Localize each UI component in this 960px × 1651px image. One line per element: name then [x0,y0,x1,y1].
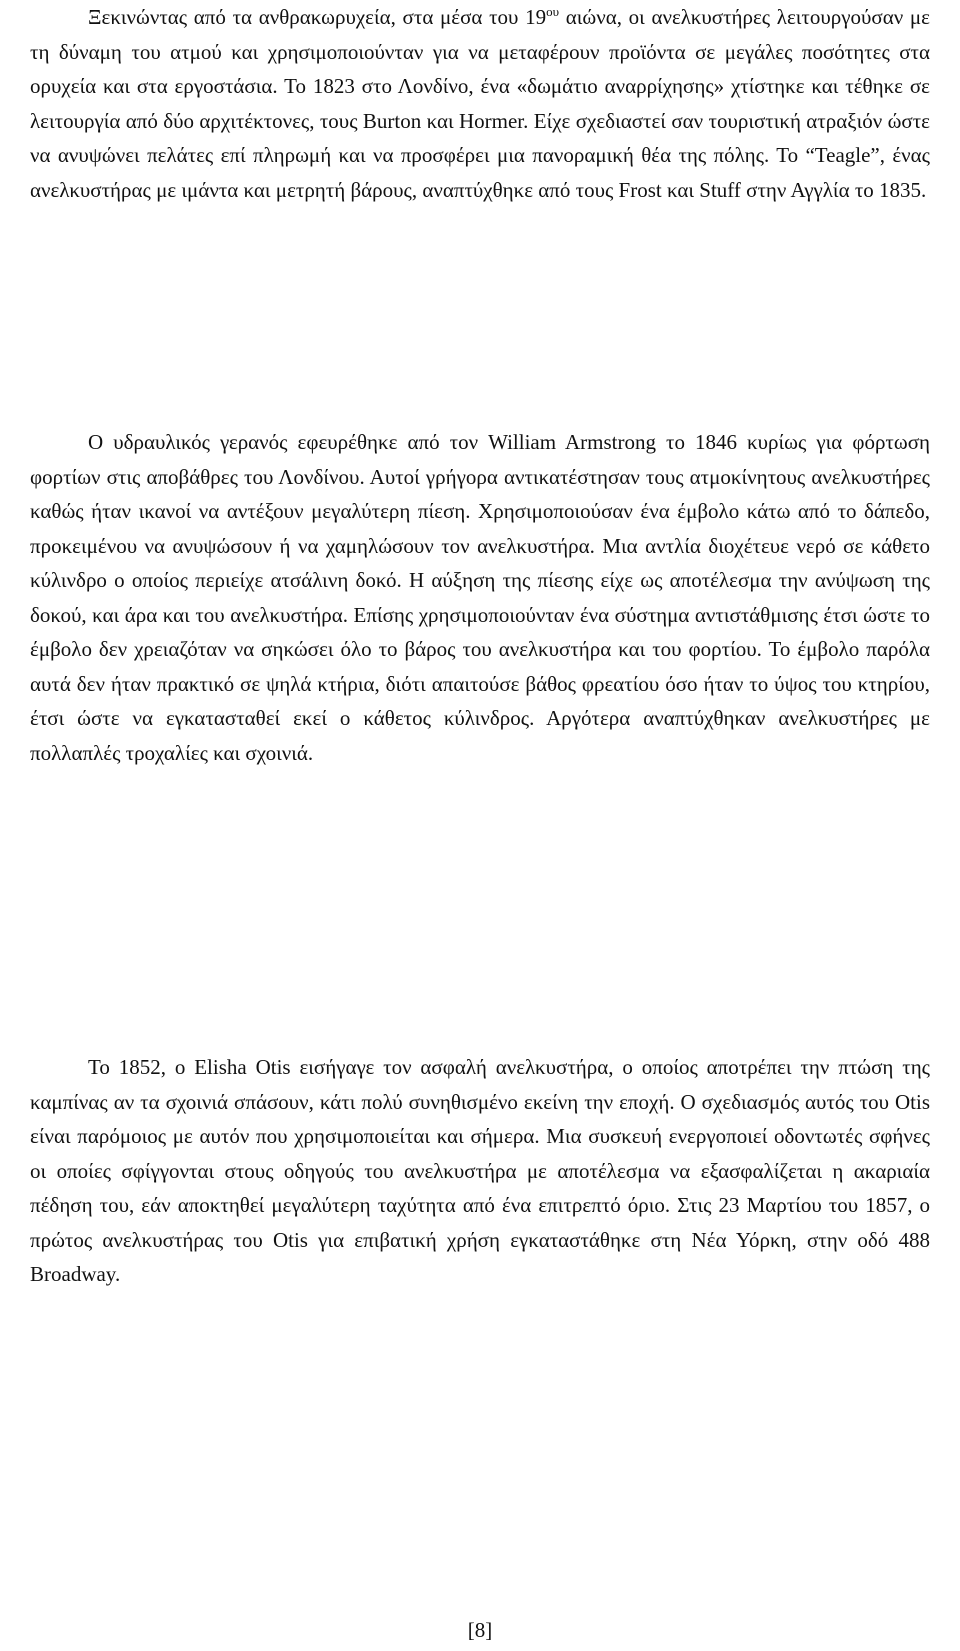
paragraph-text: Το 1852, ο Elisha Otis εισήγαγε τον ασφαλή ανελκυστήρα, ο οποίος αποτρέπει την πτώση της καμπίνας αν τα σχοινιά σπάσουν, κάτι πολύ συνηθισμένο εκείνη την εποχή. Ο σχεδιασμός αυτός του Otis είναι παρόμοιος με αυτόν που χρησιμοποιείται και σήμερα. Μια συσκευή ενεργοποιεί οδοντωτές σφήνες οι οποίες σφίγγονται στους οδηγούς του ανελκυστήρα με αποτέλεσμα να εξασφαλίζεται η ακαριαία πέδηση του, εάν αποκτηθεί μεγαλύτερη ταχύτητα από ένα επιτρεπτό όριο. Στις 23 Μαρτίου του 1857, ο πρώτος ανελκυστήρας του Otis για επιβατική χρήση εγκαταστάθηκε στη Νέα Υόρκη, στην οδό 488 Broadway. [30,1055,930,1286]
paragraph-text: Ο υδραυλικός γερανός εφευρέθηκε από τον William Armstrong το 1846 κυρίως για φόρτωση φορτίων στις αποβάθρες του Λονδίνου. Αυτοί γρήγορα αντικατέστησαν τους ατμοκίνητους ανελκυστήρες καθώς ήταν ικανοί να αντέξουν μεγαλύτερη πίεση. Χρησιμοποιούσαν ένα έμβολο κάτω από το δάπεδο, προκειμένου να ανυψώσουν ή να χαμηλώσουν τον ανελκυστήρα. Μια αντλία διοχέτευε νερό σε κάθετο κύλινδρο ο οποίος περιείχε ατσάλινη δοκό. Η αύξηση της πίεσης είχε ως αποτέλεσμα την ανύψωση της δοκού, και άρα και του ανελκυστήρα. Επίσης χρησιμοποιούνταν ένα σύστημα αντιστάθμισης έτσι ώστε το έμβολο δεν χρειαζόταν να σηκώσει όλο το βάρος του ανελκυστήρα και του φορτίου. Το έμβολο παρόλα αυτά δεν ήταν πρακτικό σε ψηλά κτήρια, διότι απαιτούσε βάθος φρεατίου όσο ήταν το ύψος του κτηρίου, έτσι ώστε να εγκατασταθεί εκεί ο κάθετος κύλινδρος. Αργότερα αναπτύχθηκαν ανελκυστήρες με πολλαπλές τροχαλίες και σχοινιά. [30,430,930,765]
paragraph-early-elevators [30,0,930,207]
page-number: [8] [467,1618,493,1642]
paragraph-hydraulic-crane [30,425,930,770]
paragraph-otis-safety-elevator [30,1050,930,1292]
paragraph-lead: Ξεκινώντας από τα ανθρακωρυχεία, στα μέσα του 19 [88,5,547,29]
ordinal-superscript: ου [546,4,560,19]
paragraph-text: αιώνα, οι ανελκυστήρες λειτουργούσαν με τη δύναμη του ατμού και χρησιμοποιούνταν για να μεταφέρουν προϊόντα σε μεγάλες ποσότητες στα ορυχεία και στα εργοστάσια. Το 1823 στο Λονδίνο, ένα «δωμάτιο αναρρίχησης» χτίστηκε και τέθηκε σε λειτουργία από δύο αρχιτέκτονες, τους Burton και Hormer. Είχε σχεδιαστεί σαν τουριστική ατραξιόν ώστε να ανυψώνει πελάτες επί πληρωμή και να προσφέρει μια πανοραμική θέα της πόλης. Το “Teagle”, ένας ανελκυστήρας με ιμάντα και μετρητή βάρους, αναπτύχθηκε από τους Frost και Stuff στην Αγγλία το 1835. [30,5,930,202]
